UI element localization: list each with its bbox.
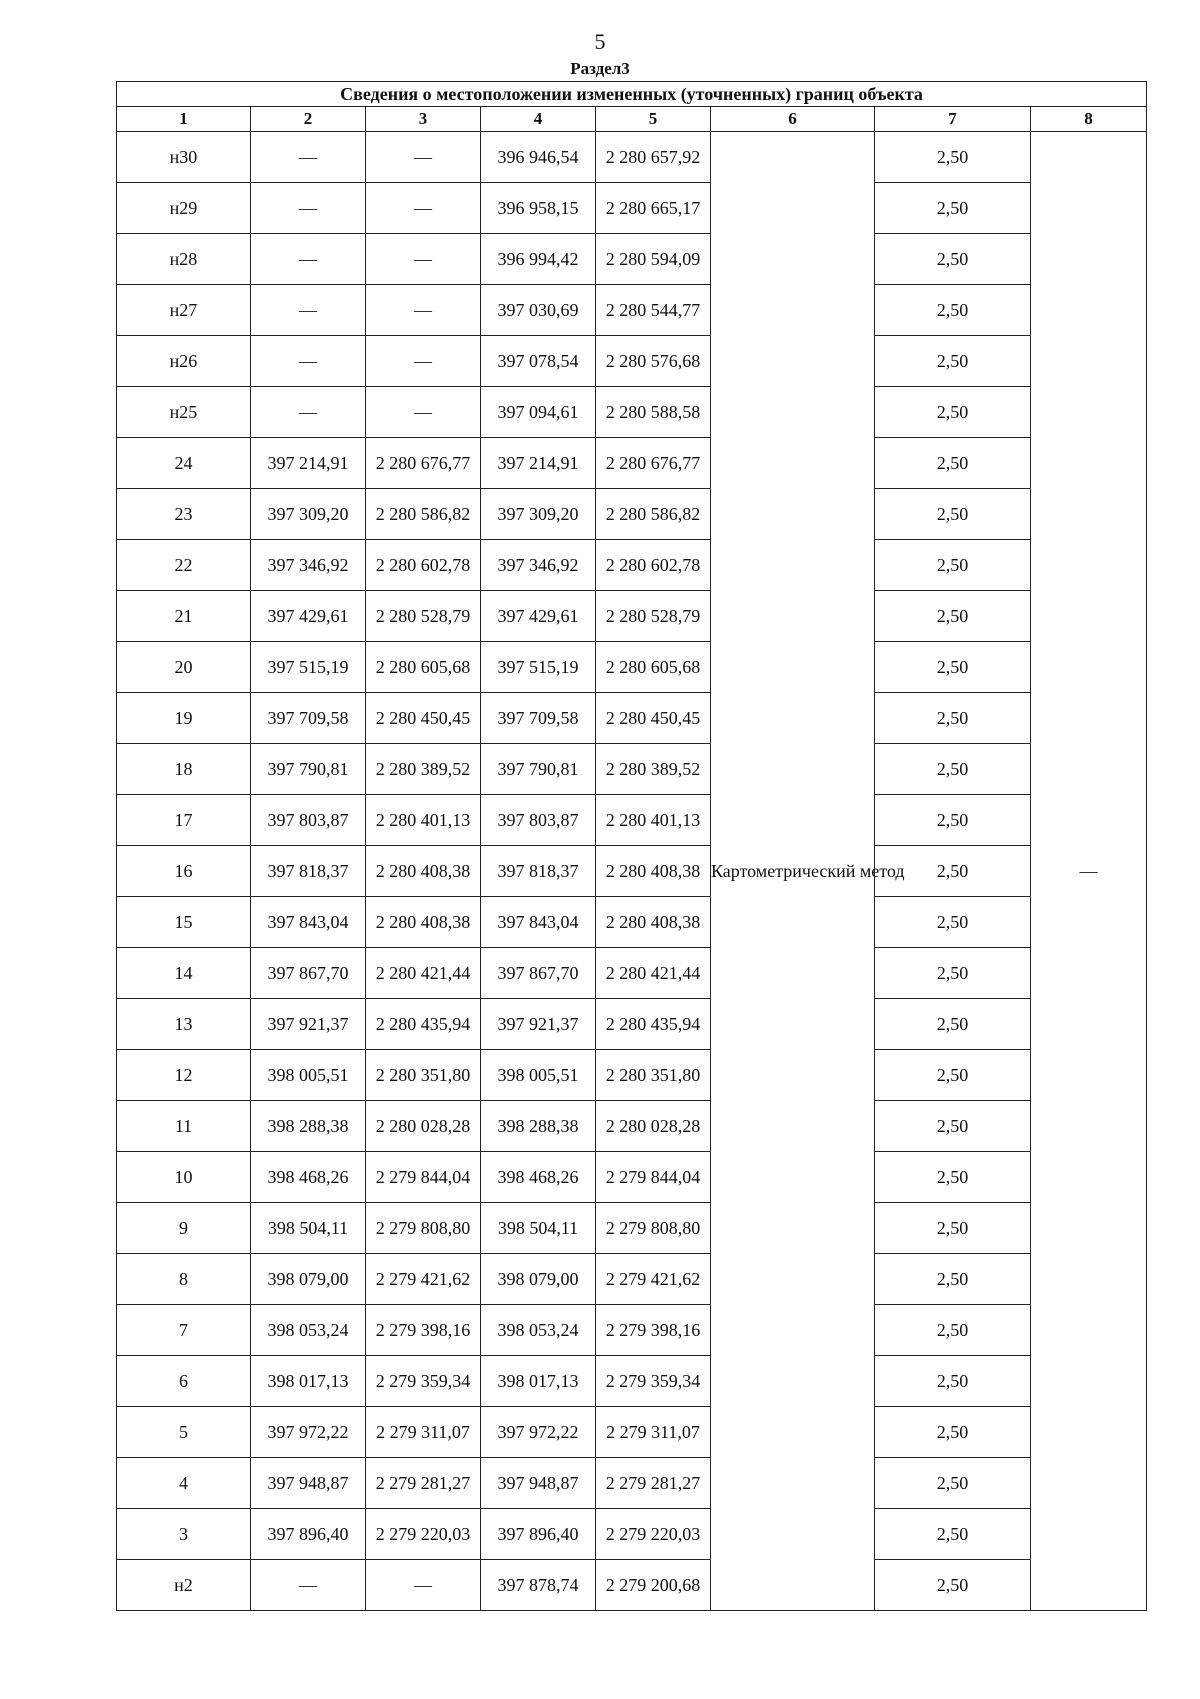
refined-x-cell: 397 030,69: [481, 285, 596, 336]
refined-y-cell: 2 280 408,38: [596, 897, 711, 948]
column-number: 1: [117, 107, 251, 132]
existing-y-cell: 2 279 844,04: [366, 1152, 481, 1203]
refined-y-cell: 2 279 281,27: [596, 1458, 711, 1509]
refined-x-cell: 397 878,74: [481, 1560, 596, 1611]
existing-y-cell: —: [366, 1560, 481, 1611]
table-row: [117, 183, 1147, 234]
existing-x-cell: 397 803,87: [251, 795, 366, 846]
refined-y-cell: 2 280 421,44: [596, 948, 711, 999]
existing-y-cell: 2 280 450,45: [366, 693, 481, 744]
accuracy-cell: 2,50: [875, 693, 1031, 744]
table-row: [117, 1152, 1147, 1203]
existing-x-cell: 397 843,04: [251, 897, 366, 948]
refined-x-cell: 398 005,51: [481, 1050, 596, 1101]
refined-x-cell: 397 515,19: [481, 642, 596, 693]
refined-x-cell: 398 468,26: [481, 1152, 596, 1203]
refined-y-cell: 2 280 528,79: [596, 591, 711, 642]
refined-y-cell: 2 279 220,03: [596, 1509, 711, 1560]
accuracy-cell: 2,50: [875, 1407, 1031, 1458]
point-number-cell: 21: [117, 591, 251, 642]
accuracy-cell: 2,50: [875, 489, 1031, 540]
existing-y-cell: 2 280 351,80: [366, 1050, 481, 1101]
point-number-cell: 24: [117, 438, 251, 489]
table-row: [117, 1407, 1147, 1458]
refined-y-cell: 2 280 657,92: [596, 132, 711, 183]
refined-x-cell: 397 843,04: [481, 897, 596, 948]
accuracy-cell: 2,50: [875, 1101, 1031, 1152]
refined-x-cell: 396 958,15: [481, 183, 596, 234]
existing-x-cell: 397 896,40: [251, 1509, 366, 1560]
table-row: [117, 1050, 1147, 1101]
column-number: 2: [251, 107, 366, 132]
accuracy-cell: 2,50: [875, 234, 1031, 285]
point-number-cell: 6: [117, 1356, 251, 1407]
refined-x-cell: 397 078,54: [481, 336, 596, 387]
point-number-cell: н26: [117, 336, 251, 387]
point-number-cell: 4: [117, 1458, 251, 1509]
refined-x-cell: 397 948,87: [481, 1458, 596, 1509]
existing-y-cell: 2 280 028,28: [366, 1101, 481, 1152]
table-row: [117, 642, 1147, 693]
accuracy-cell: 2,50: [875, 1560, 1031, 1611]
refined-x-cell: 397 709,58: [481, 693, 596, 744]
existing-x-cell: —: [251, 183, 366, 234]
accuracy-cell: 2,50: [875, 285, 1031, 336]
accuracy-cell: 2,50: [875, 183, 1031, 234]
point-number-cell: 5: [117, 1407, 251, 1458]
column-number: 7: [875, 107, 1031, 132]
point-number-cell: 20: [117, 642, 251, 693]
refined-x-cell: 397 429,61: [481, 591, 596, 642]
existing-y-cell: 2 279 220,03: [366, 1509, 481, 1560]
column-number: 8: [1031, 107, 1147, 132]
existing-y-cell: —: [366, 285, 481, 336]
existing-y-cell: 2 280 435,94: [366, 999, 481, 1050]
point-number-cell: 12: [117, 1050, 251, 1101]
refined-y-cell: 2 279 808,80: [596, 1203, 711, 1254]
refined-y-cell: 2 279 359,34: [596, 1356, 711, 1407]
existing-x-cell: 397 921,37: [251, 999, 366, 1050]
table-row: [117, 1254, 1147, 1305]
existing-y-cell: 2 280 528,79: [366, 591, 481, 642]
existing-y-cell: —: [366, 234, 481, 285]
existing-x-cell: 397 867,70: [251, 948, 366, 999]
column-number: 3: [366, 107, 481, 132]
existing-x-cell: 398 053,24: [251, 1305, 366, 1356]
refined-y-cell: 2 280 676,77: [596, 438, 711, 489]
existing-x-cell: 397 948,87: [251, 1458, 366, 1509]
accuracy-cell: 2,50: [875, 1458, 1031, 1509]
existing-y-cell: 2 279 808,80: [366, 1203, 481, 1254]
refined-y-cell: 2 279 311,07: [596, 1407, 711, 1458]
refined-y-cell: 2 280 389,52: [596, 744, 711, 795]
refined-y-cell: 2 279 200,68: [596, 1560, 711, 1611]
refined-x-cell: 398 504,11: [481, 1203, 596, 1254]
column-number: 4: [481, 107, 596, 132]
determination-method-cell: Картометрический метод: [711, 132, 875, 1611]
table-row: [117, 999, 1147, 1050]
table-row: [117, 234, 1147, 285]
existing-y-cell: 2 279 281,27: [366, 1458, 481, 1509]
point-number-cell: 23: [117, 489, 251, 540]
point-number-cell: 22: [117, 540, 251, 591]
accuracy-cell: 2,50: [875, 336, 1031, 387]
existing-x-cell: —: [251, 1560, 366, 1611]
refined-y-cell: 2 280 665,17: [596, 183, 711, 234]
table-row: [117, 948, 1147, 999]
existing-y-cell: 2 280 586,82: [366, 489, 481, 540]
table-row: [117, 336, 1147, 387]
existing-x-cell: 398 079,00: [251, 1254, 366, 1305]
refined-y-cell: 2 280 435,94: [596, 999, 711, 1050]
existing-x-cell: 397 346,92: [251, 540, 366, 591]
existing-x-cell: —: [251, 132, 366, 183]
accuracy-cell: 2,50: [875, 540, 1031, 591]
table-row: [117, 1101, 1147, 1152]
point-number-cell: 14: [117, 948, 251, 999]
point-number-cell: 18: [117, 744, 251, 795]
existing-y-cell: 2 280 389,52: [366, 744, 481, 795]
point-number-cell: 16: [117, 846, 251, 897]
accuracy-cell: 2,50: [875, 744, 1031, 795]
point-number-cell: н28: [117, 234, 251, 285]
accuracy-cell: 2,50: [875, 132, 1031, 183]
table-row: [117, 285, 1147, 336]
existing-x-cell: —: [251, 387, 366, 438]
accuracy-cell: 2,50: [875, 1254, 1031, 1305]
table-row: [117, 540, 1147, 591]
refined-y-cell: 2 280 351,80: [596, 1050, 711, 1101]
table-row: [117, 1203, 1147, 1254]
point-number-cell: 19: [117, 693, 251, 744]
point-number-cell: 11: [117, 1101, 251, 1152]
table-row: [117, 1458, 1147, 1509]
existing-x-cell: 398 017,13: [251, 1356, 366, 1407]
table-row: [117, 438, 1147, 489]
table-row: [117, 489, 1147, 540]
existing-y-cell: 2 280 401,13: [366, 795, 481, 846]
accuracy-cell: 2,50: [875, 948, 1031, 999]
point-number-cell: 17: [117, 795, 251, 846]
refined-y-cell: 2 280 586,82: [596, 489, 711, 540]
refined-x-cell: 398 017,13: [481, 1356, 596, 1407]
boundary-coordinates-table: [116, 81, 1147, 1611]
existing-y-cell: 2 279 359,34: [366, 1356, 481, 1407]
accuracy-cell: 2,50: [875, 795, 1031, 846]
refined-y-cell: 2 280 408,38: [596, 846, 711, 897]
point-number-cell: 15: [117, 897, 251, 948]
existing-x-cell: —: [251, 234, 366, 285]
page-number: 5: [594, 29, 606, 54]
existing-x-cell: 398 468,26: [251, 1152, 366, 1203]
refined-x-cell: 397 094,61: [481, 387, 596, 438]
table-row: [117, 1509, 1147, 1560]
refined-y-cell: 2 280 450,45: [596, 693, 711, 744]
table-row: [117, 1356, 1147, 1407]
existing-y-cell: 2 279 311,07: [366, 1407, 481, 1458]
table-row: [117, 744, 1147, 795]
refined-y-cell: 2 280 605,68: [596, 642, 711, 693]
refined-y-cell: 2 280 028,28: [596, 1101, 711, 1152]
refined-x-cell: 398 079,00: [481, 1254, 596, 1305]
column-number: 5: [596, 107, 711, 132]
column-number: 6: [711, 107, 875, 132]
accuracy-cell: 2,50: [875, 1305, 1031, 1356]
refined-x-cell: 397 818,37: [481, 846, 596, 897]
point-number-cell: 3: [117, 1509, 251, 1560]
table-body: [117, 132, 1147, 1611]
existing-y-cell: 2 279 398,16: [366, 1305, 481, 1356]
table-row: [117, 693, 1147, 744]
point-number-cell: 13: [117, 999, 251, 1050]
refined-x-cell: 397 214,91: [481, 438, 596, 489]
refined-x-cell: 398 053,24: [481, 1305, 596, 1356]
existing-y-cell: 2 280 676,77: [366, 438, 481, 489]
point-number-cell: н30: [117, 132, 251, 183]
existing-x-cell: 398 288,38: [251, 1101, 366, 1152]
table-row: [117, 591, 1147, 642]
note-cell: —: [1031, 132, 1147, 1611]
existing-x-cell: 398 504,11: [251, 1203, 366, 1254]
refined-y-cell: 2 280 544,77: [596, 285, 711, 336]
existing-x-cell: 397 818,37: [251, 846, 366, 897]
existing-x-cell: —: [251, 336, 366, 387]
existing-x-cell: 397 429,61: [251, 591, 366, 642]
existing-x-cell: 398 005,51: [251, 1050, 366, 1101]
accuracy-cell: 2,50: [875, 387, 1031, 438]
refined-y-cell: 2 280 401,13: [596, 795, 711, 846]
accuracy-cell: 2,50: [875, 1152, 1031, 1203]
existing-x-cell: 397 709,58: [251, 693, 366, 744]
refined-y-cell: 2 279 398,16: [596, 1305, 711, 1356]
existing-x-cell: 397 972,22: [251, 1407, 366, 1458]
point-number-cell: н29: [117, 183, 251, 234]
accuracy-cell: 2,50: [875, 1509, 1031, 1560]
refined-y-cell: 2 279 844,04: [596, 1152, 711, 1203]
refined-x-cell: 397 921,37: [481, 999, 596, 1050]
existing-x-cell: 397 309,20: [251, 489, 366, 540]
accuracy-cell: 2,50: [875, 1203, 1031, 1254]
existing-y-cell: 2 279 421,62: [366, 1254, 481, 1305]
existing-x-cell: 397 515,19: [251, 642, 366, 693]
existing-y-cell: 2 280 421,44: [366, 948, 481, 999]
existing-y-cell: 2 280 602,78: [366, 540, 481, 591]
point-number-cell: н2: [117, 1560, 251, 1611]
accuracy-cell: 2,50: [875, 1356, 1031, 1407]
existing-x-cell: 397 214,91: [251, 438, 366, 489]
point-number-cell: 7: [117, 1305, 251, 1356]
refined-x-cell: 397 896,40: [481, 1509, 596, 1560]
refined-y-cell: 2 280 594,09: [596, 234, 711, 285]
point-number-cell: н27: [117, 285, 251, 336]
table-row: [117, 897, 1147, 948]
point-number-cell: 8: [117, 1254, 251, 1305]
existing-y-cell: 2 280 408,38: [366, 846, 481, 897]
refined-y-cell: 2 280 602,78: [596, 540, 711, 591]
existing-y-cell: —: [366, 387, 481, 438]
accuracy-cell: 2,50: [875, 1050, 1031, 1101]
refined-x-cell: 397 790,81: [481, 744, 596, 795]
column-number-row: [117, 107, 1147, 132]
refined-x-cell: 397 309,20: [481, 489, 596, 540]
accuracy-cell: 2,50: [875, 642, 1031, 693]
table-caption: Сведения о местоположении измененных (уточненных) границ объекта: [117, 82, 1147, 107]
table-row: [117, 846, 1147, 897]
refined-y-cell: 2 280 576,68: [596, 336, 711, 387]
table-row: [117, 387, 1147, 438]
refined-x-cell: 397 803,87: [481, 795, 596, 846]
table-row: [117, 132, 1147, 183]
accuracy-cell: 2,50: [875, 897, 1031, 948]
existing-y-cell: 2 280 605,68: [366, 642, 481, 693]
point-number-cell: н25: [117, 387, 251, 438]
existing-y-cell: —: [366, 183, 481, 234]
refined-x-cell: 396 994,42: [481, 234, 596, 285]
refined-x-cell: 397 972,22: [481, 1407, 596, 1458]
table-row: [117, 1560, 1147, 1611]
refined-x-cell: 397 346,92: [481, 540, 596, 591]
point-number-cell: 10: [117, 1152, 251, 1203]
table-row: [117, 795, 1147, 846]
table-row: [117, 1305, 1147, 1356]
accuracy-cell: 2,50: [875, 846, 1031, 897]
existing-x-cell: 397 790,81: [251, 744, 366, 795]
refined-y-cell: 2 279 421,62: [596, 1254, 711, 1305]
existing-y-cell: —: [366, 132, 481, 183]
existing-y-cell: —: [366, 336, 481, 387]
refined-x-cell: 396 946,54: [481, 132, 596, 183]
accuracy-cell: 2,50: [875, 438, 1031, 489]
refined-x-cell: 397 867,70: [481, 948, 596, 999]
existing-x-cell: —: [251, 285, 366, 336]
point-number-cell: 9: [117, 1203, 251, 1254]
existing-y-cell: 2 280 408,38: [366, 897, 481, 948]
refined-y-cell: 2 280 588,58: [596, 387, 711, 438]
accuracy-cell: 2,50: [875, 591, 1031, 642]
accuracy-cell: 2,50: [875, 999, 1031, 1050]
refined-x-cell: 398 288,38: [481, 1101, 596, 1152]
section-title: Раздел3: [570, 59, 630, 78]
